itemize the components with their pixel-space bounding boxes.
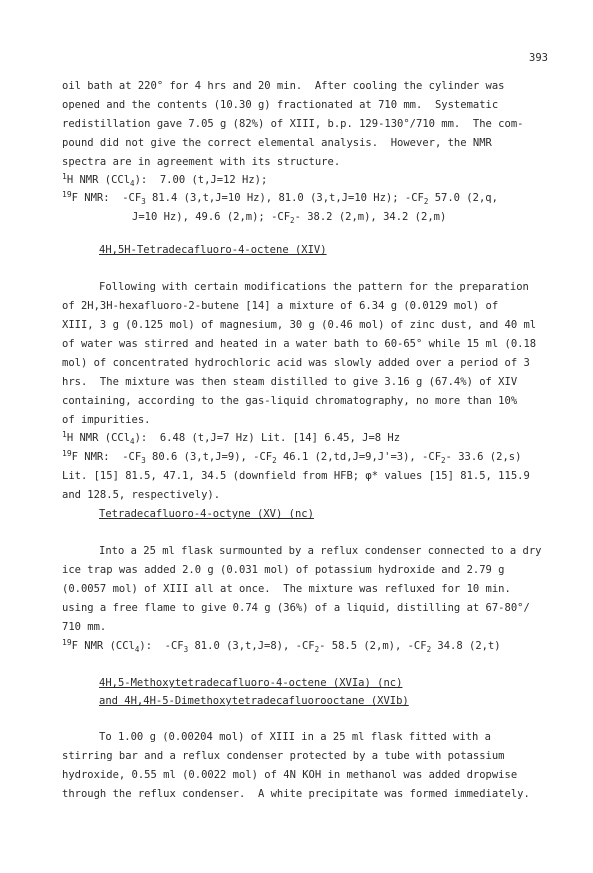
subscript: 2 [314,645,320,655]
subscript: 3 [141,456,146,466]
text-line: opened and the contents (10.30 g) fractionated at 710 mm. Systematic [62,99,499,111]
subscript: 2 [441,456,446,466]
text-run: 57.0 (2,q, [428,192,498,204]
nmr-h-line [62,432,400,445]
text-run: 34.8 (2,t) [431,640,501,652]
subscript: 3 [141,197,146,207]
text-run: ): 7.00 (t,J=12 Hz); [134,174,268,186]
text-line: Following with certain modifications the pattern for the preparation [99,281,529,293]
text-line: of water was stirred and heated in a water bath to 60-65° while 15 ml (0.18 [62,338,537,350]
nmr-f-line-cont [132,211,446,224]
text-line: of impurities. [62,414,151,426]
text-line: hydroxide, 0.55 ml (0.0022 mol) of 4N KOH in methanol was added dropwise [62,769,518,781]
text-run: 81.4 (3,t,J=10 Hz), 81.0 (3,t,J=10 Hz); -CF [145,192,424,204]
subscript: 2 [272,456,277,466]
text-line: Into a 25 ml flask surmounted by a reflux condenser connected to a dry [99,545,542,557]
section-heading: 4H,5H-Tetradecafluoro-4-octene (XIV) [99,244,327,256]
section-heading: and 4H,4H-5-Dimethoxytetradecafluorooctane (XVIb) [99,695,409,707]
text-line: (0.0057 mol) of XIII all at once. The mixture was refluxed for 10 min. [62,583,511,595]
text-line: stirring bar and a reflux condenser protected by a tube with potassium [62,750,505,762]
subscript: 2 [426,645,432,655]
text-line: oil bath at 220° for 4 hrs and 20 min. After cooling the cylinder was [62,80,505,92]
text-run: F NMR: -CF [71,192,142,204]
subscript: 4 [130,179,135,189]
text-line: of 2H,3H-hexafluoro-2-butene [14] a mixture of 6.34 g (0.0129 mol) of [62,300,499,312]
text-run: - 33.6 (2,s) [445,451,522,463]
text-line: Lit. [15] 81.5, 47.1, 34.5 (downfield from HFB; φ* values [15] 81.5, 115.9 [62,470,530,482]
text-run: J=10 Hz), 49.6 (2,m); -CF [132,211,291,223]
text-line: redistillation gave 7.05 g (82%) of XIII, b.p. 129-130°/710 mm. The com- [62,118,524,130]
text-line: using a free flame to give 0.74 g (36%) of a liquid, distilling at 67-80°/ [62,602,530,614]
text-line: 710 mm. [62,621,107,633]
subscript: 4 [134,645,140,655]
subscript: 4 [130,437,135,447]
nmr-f-line [62,192,498,205]
superscript: 1 [62,172,67,181]
text-run: ): -CF [139,640,184,652]
text-line: To 1.00 g (0.00204 mol) of XIII in a 25 ml flask fitted with a [99,731,491,743]
superscript: 19 [62,190,72,199]
text-run: H NMR (CCl [66,432,131,444]
subscript: 2 [423,197,429,207]
text-run: - 58.5 (2,m), -CF [319,640,427,652]
text-line: ice trap was added 2.0 g (0.031 mol) of potassium hydroxide and 2.79 g [62,564,505,576]
text-run: 80.6 (3,t,J=9), -CF [145,451,273,463]
superscript: 19 [62,449,72,458]
text-run: F NMR: -CF [71,451,142,463]
nmr-f-line [62,640,501,653]
section-heading: Tetradecafluoro-4-octyne (XV) (nc) [99,508,314,520]
text-line: and 128.5, respectively). [62,489,221,501]
text-run: 81.0 (3,t,J=8), -CF [188,640,315,652]
page-number: 393 [529,52,548,64]
text-line: through the reflux condenser. A white precipitate was formed immediately. [62,788,530,800]
text-line: hrs. The mixture was then steam distilled to give 3.16 g (67.4%) of XIV [62,376,518,388]
text-line: XIII, 3 g (0.125 mol) of magnesium, 30 g (0.46 mol) of zinc dust, and 40 ml [62,319,537,331]
text-run: - 38.2 (2,m), 34.2 (2,m) [294,211,447,223]
text-line: containing, according to the gas-liquid chromatography, no more than 10% [62,395,518,407]
superscript: 19 [62,638,72,647]
superscript: 1 [62,430,67,439]
subscript: 2 [290,216,295,226]
text-line: pound did not give the correct elemental analysis. However, the NMR [62,137,492,149]
text-run: F NMR (CCl [71,640,135,652]
text-line: mol) of concentrated hydrochloric acid was slowly added over a period of 3 [62,357,530,369]
subscript: 3 [183,645,189,655]
section-heading: 4H,5-Methoxytetradecafluoro-4-octene (XVIa) (nc) [99,677,403,689]
nmr-h-line [62,174,267,187]
text-run: ): 6.48 (t,J=7 Hz) Lit. [14] 6.45, J=8 Hz [134,432,401,444]
nmr-f-line [62,451,521,464]
text-run: H NMR (CCl [66,174,131,186]
text-line: spectra are in agreement with its structure. [62,156,341,168]
text-run: 46.1 (2,td,J=9,J'=3), -CF [276,451,442,463]
